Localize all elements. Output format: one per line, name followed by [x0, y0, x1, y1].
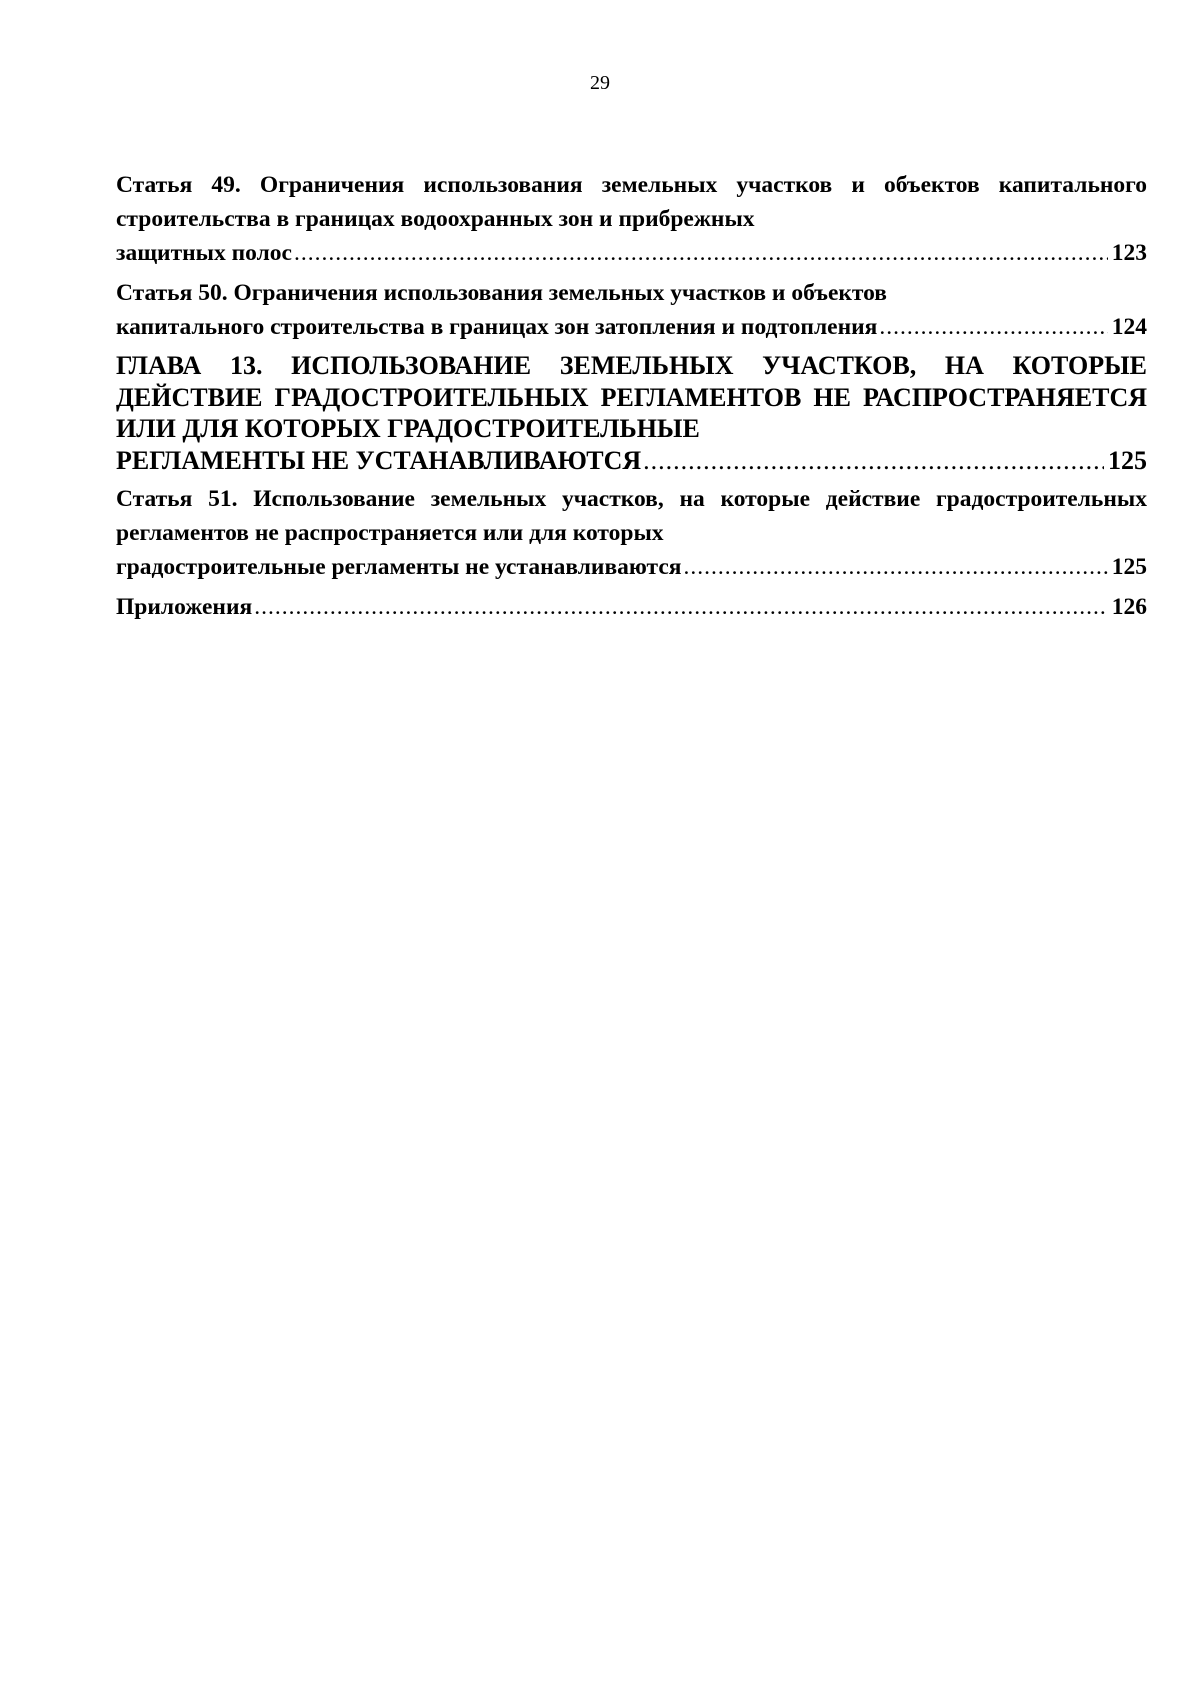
table-of-contents: [116, 168, 1147, 630]
toc-entry-last-line: [116, 310, 1147, 344]
dot-leader: [879, 310, 1107, 344]
toc-entry-text: Статья 49. Ограничения использования земельных участков и объектов капитального строительства в границах водоохранных зон и прибрежных: [116, 172, 1147, 232]
toc-entry-article-51[interactable]: [116, 482, 1147, 584]
toc-entry-article-49[interactable]: [116, 168, 1147, 270]
toc-page-number: 123: [1111, 240, 1147, 266]
toc-entry-text-end: РЕГЛАМЕНТЫ НЕ УСТАНАВЛИВАЮТСЯ: [116, 445, 642, 475]
toc-page-number: 126: [1111, 594, 1147, 620]
toc-entry-appendices[interactable]: [116, 590, 1147, 624]
toc-page-number: 125: [1111, 554, 1147, 580]
toc-entry-article-50[interactable]: [116, 276, 1147, 344]
toc-entry-text-end: капитального строительства в границах зон затопления и подтопления: [116, 314, 878, 340]
toc-page-number: 124: [1111, 314, 1147, 340]
toc-entry-last-line: [116, 590, 1147, 624]
toc-entry-text-end: Приложения: [116, 594, 253, 620]
toc-entry-chapter-13[interactable]: [116, 350, 1147, 476]
toc-entry-text-end: градостроительные регламенты не устанавливаются: [116, 554, 682, 580]
toc-entry-text-end: защитных полос: [116, 240, 292, 266]
toc-page-number: 125: [1108, 445, 1147, 475]
dot-leader: [643, 445, 1104, 477]
toc-entry-last-line: [116, 236, 1147, 270]
dot-leader: [294, 236, 1108, 270]
page-number: 29: [590, 72, 610, 94]
toc-entry-last-line: [116, 445, 1147, 477]
toc-entry-text: ГЛАВА 13. ИСПОЛЬЗОВАНИЕ ЗЕМЕЛЬНЫХ УЧАСТКОВ, НА КОТОРЫЕ ДЕЙСТВИЕ ГРАДОСТРОИТЕЛЬНЫХ РЕГЛАМЕНТОВ НЕ РАСПРОСТРАНЯЕТСЯ ИЛИ ДЛЯ КОТОРЫХ ГРАДОСТРОИТЕЛЬНЫЕ: [116, 351, 1147, 443]
toc-entry-text: Статья 50. Ограничения использования земельных участков и объектов: [116, 280, 888, 306]
toc-entry-last-line: [116, 550, 1147, 584]
dot-leader: [684, 550, 1108, 584]
dot-leader: [254, 590, 1108, 624]
toc-entry-text: Статья 51. Использование земельных участков, на которые действие градостроительных регламентов не распространяется или для которых: [116, 486, 1147, 546]
